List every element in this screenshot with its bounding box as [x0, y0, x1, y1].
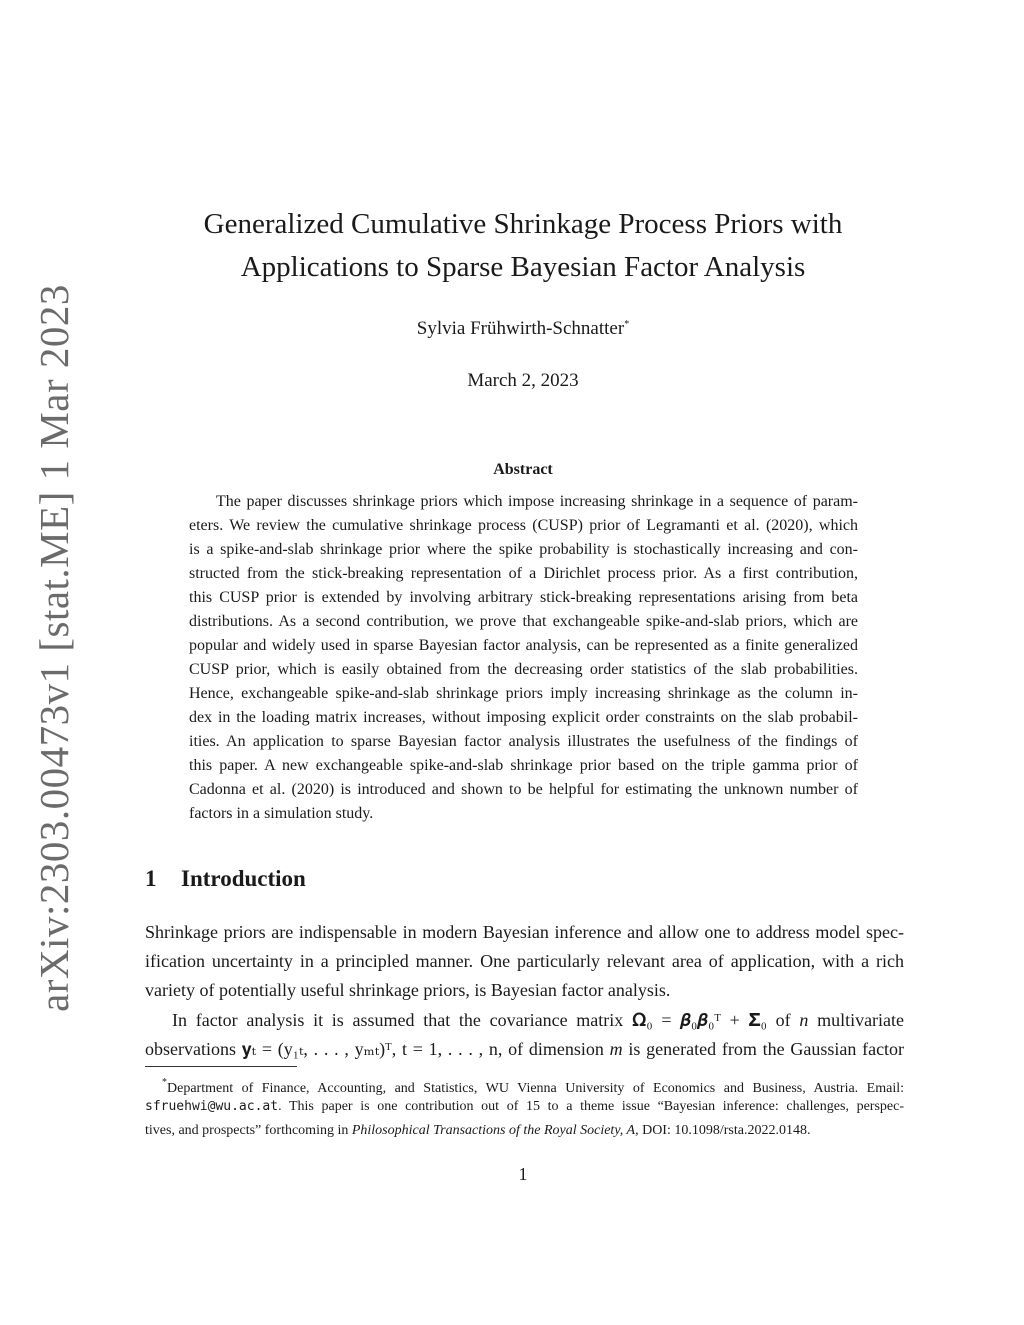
- abstract-heading: Abstract: [493, 461, 553, 478]
- footnote-line-3: [145, 1119, 904, 1143]
- paragraph-2-text: observations: [145, 1039, 236, 1059]
- abstract-line: distributions. As a second contribution, we prove that exchangeable spike-and-slab priors, which are: [189, 613, 858, 630]
- footnote-text: Department of Finance, Accounting, and Statistics, WU Vienna University of Economics and Business, Austria. Email:: [167, 1081, 904, 1095]
- paragraph-2-text: In factor analysis it is assumed that the covariance matrix: [172, 1010, 624, 1030]
- abstract-line: CUSP prior, which is easily obtained from the decreasing order statistics of the slab probabilities.: [189, 661, 858, 678]
- math-variable-m: m: [609, 1039, 623, 1059]
- paragraph-2-text: , of dimension: [497, 1039, 604, 1059]
- covariance-formula: 𝛀₀ = 𝜷₀𝜷₀ᵀ + 𝚺₀: [631, 1010, 767, 1030]
- paragraph-2-punct: ,: [391, 1039, 397, 1059]
- abstract-line: eters. We review the cumulative shrinkage process (CUSP) prior of Legramanti et al. (2020), which: [189, 517, 858, 534]
- abstract-line: dex in the loading matrix increases, without imposing explicit order constraints on the slab probabil-: [189, 709, 858, 726]
- arxiv-identifier-stamp: arXiv:2303.00473v1 [stat.ME] 1 Mar 2023: [31, 284, 77, 1012]
- author-name: Sylvia Frühwirth-Schnatter: [416, 318, 625, 339]
- abstract-line: The paper discusses shrinkage priors which impose increasing shrinkage in a sequence of param-: [216, 493, 858, 510]
- paragraph-1-line: variety of potentially useful shrinkage priors, is Bayesian factor analysis.: [145, 980, 671, 1000]
- paragraph-2-line-2: [145, 1035, 904, 1064]
- author-email-link[interactable]: sfruehwi@wu.ac.at: [145, 1099, 279, 1114]
- abstract-line: structed from the stick-breaking representation of a Dirichlet process prior. As a first contribution,: [189, 565, 858, 582]
- footnote-text: , DOI: 10.1098/rsta.2022.0148.: [635, 1123, 811, 1138]
- publication-date: March 2, 2023: [467, 370, 579, 391]
- intro-paragraph-2: [145, 1006, 904, 1064]
- observation-vector-formula: 𝐲ₜ = (y₁ₜ, . . . , yₘₜ)ᵀ: [241, 1039, 392, 1059]
- footnote-text: tives, and prospects” forthcoming in: [145, 1123, 349, 1138]
- abstract-line: Cadonna et al. (2020) is introduced and shown to be helpful for estimating the unknown number of: [189, 781, 858, 798]
- intro-paragraph-1: [145, 918, 904, 1005]
- abstract-line: Hence, exchangeable spike-and-slab shrinkage priors imply increasing shrinkage as the column in-: [189, 685, 858, 702]
- abstract-line: this paper. A new exchangeable spike-and-slab shrinkage prior based on the triple gamma prior of: [189, 757, 858, 774]
- math-variable-n: n: [799, 1010, 809, 1030]
- footnote-text: . This paper is one contribution out of 15 to a theme issue “Bayesian inference: challenges, perspec-: [278, 1099, 904, 1114]
- abstract-line: popular and widely used in sparse Bayesian factor analysis, can be represented as a finite generalized: [189, 637, 858, 654]
- section-title: Introduction: [181, 866, 306, 891]
- paragraph-2-line-1: [145, 1006, 904, 1035]
- paragraph-2-word: of: [775, 1010, 791, 1030]
- paragraph-1-line: Shrinkage priors are indispensable in modern Bayesian inference and allow one to address model spec-: [145, 922, 904, 942]
- abstract-line: this CUSP prior is extended by involving arbitrary stick-breaking representations arising from beta: [189, 589, 858, 606]
- paragraph-2-text: is generated from the Gaussian factor: [628, 1039, 904, 1059]
- index-range-formula: t = 1, . . . , n: [401, 1039, 498, 1059]
- title-line-2: Applications to Sparse Bayesian Factor Analysis: [240, 251, 806, 283]
- author-line: [150, 318, 896, 340]
- paragraph-1-line: ification uncertainty in a principled manner. One particularly relevant area of application, with a rich: [145, 951, 904, 971]
- section-heading: [145, 866, 306, 892]
- page-number: 1: [518, 1164, 528, 1184]
- footnote-mark: *: [162, 1077, 167, 1088]
- journal-name: Philosophical Transactions of the Royal Society, A: [351, 1123, 636, 1138]
- paragraph-2-text: multivariate: [817, 1010, 904, 1030]
- abstract-body: [189, 490, 858, 826]
- section-number: 1: [145, 866, 157, 891]
- footnote-rule: [145, 1066, 297, 1067]
- abstract-line: ities. An application to sparse Bayesian factor analysis illustrates the usefulness of the findings of: [189, 733, 858, 750]
- footnote-line-1: [145, 1071, 904, 1095]
- abstract-line: is a spike-and-slab shrinkage prior where the spike probability is stochastically increasing and con-: [189, 541, 858, 558]
- author-footnote-mark: *: [624, 319, 630, 330]
- footnote-line-2: [145, 1095, 904, 1119]
- paper-title: [150, 203, 896, 289]
- footnote: [145, 1071, 904, 1143]
- abstract-line: factors in a simulation study.: [189, 805, 374, 822]
- title-line-1: Generalized Cumulative Shrinkage Process Priors with: [203, 208, 843, 240]
